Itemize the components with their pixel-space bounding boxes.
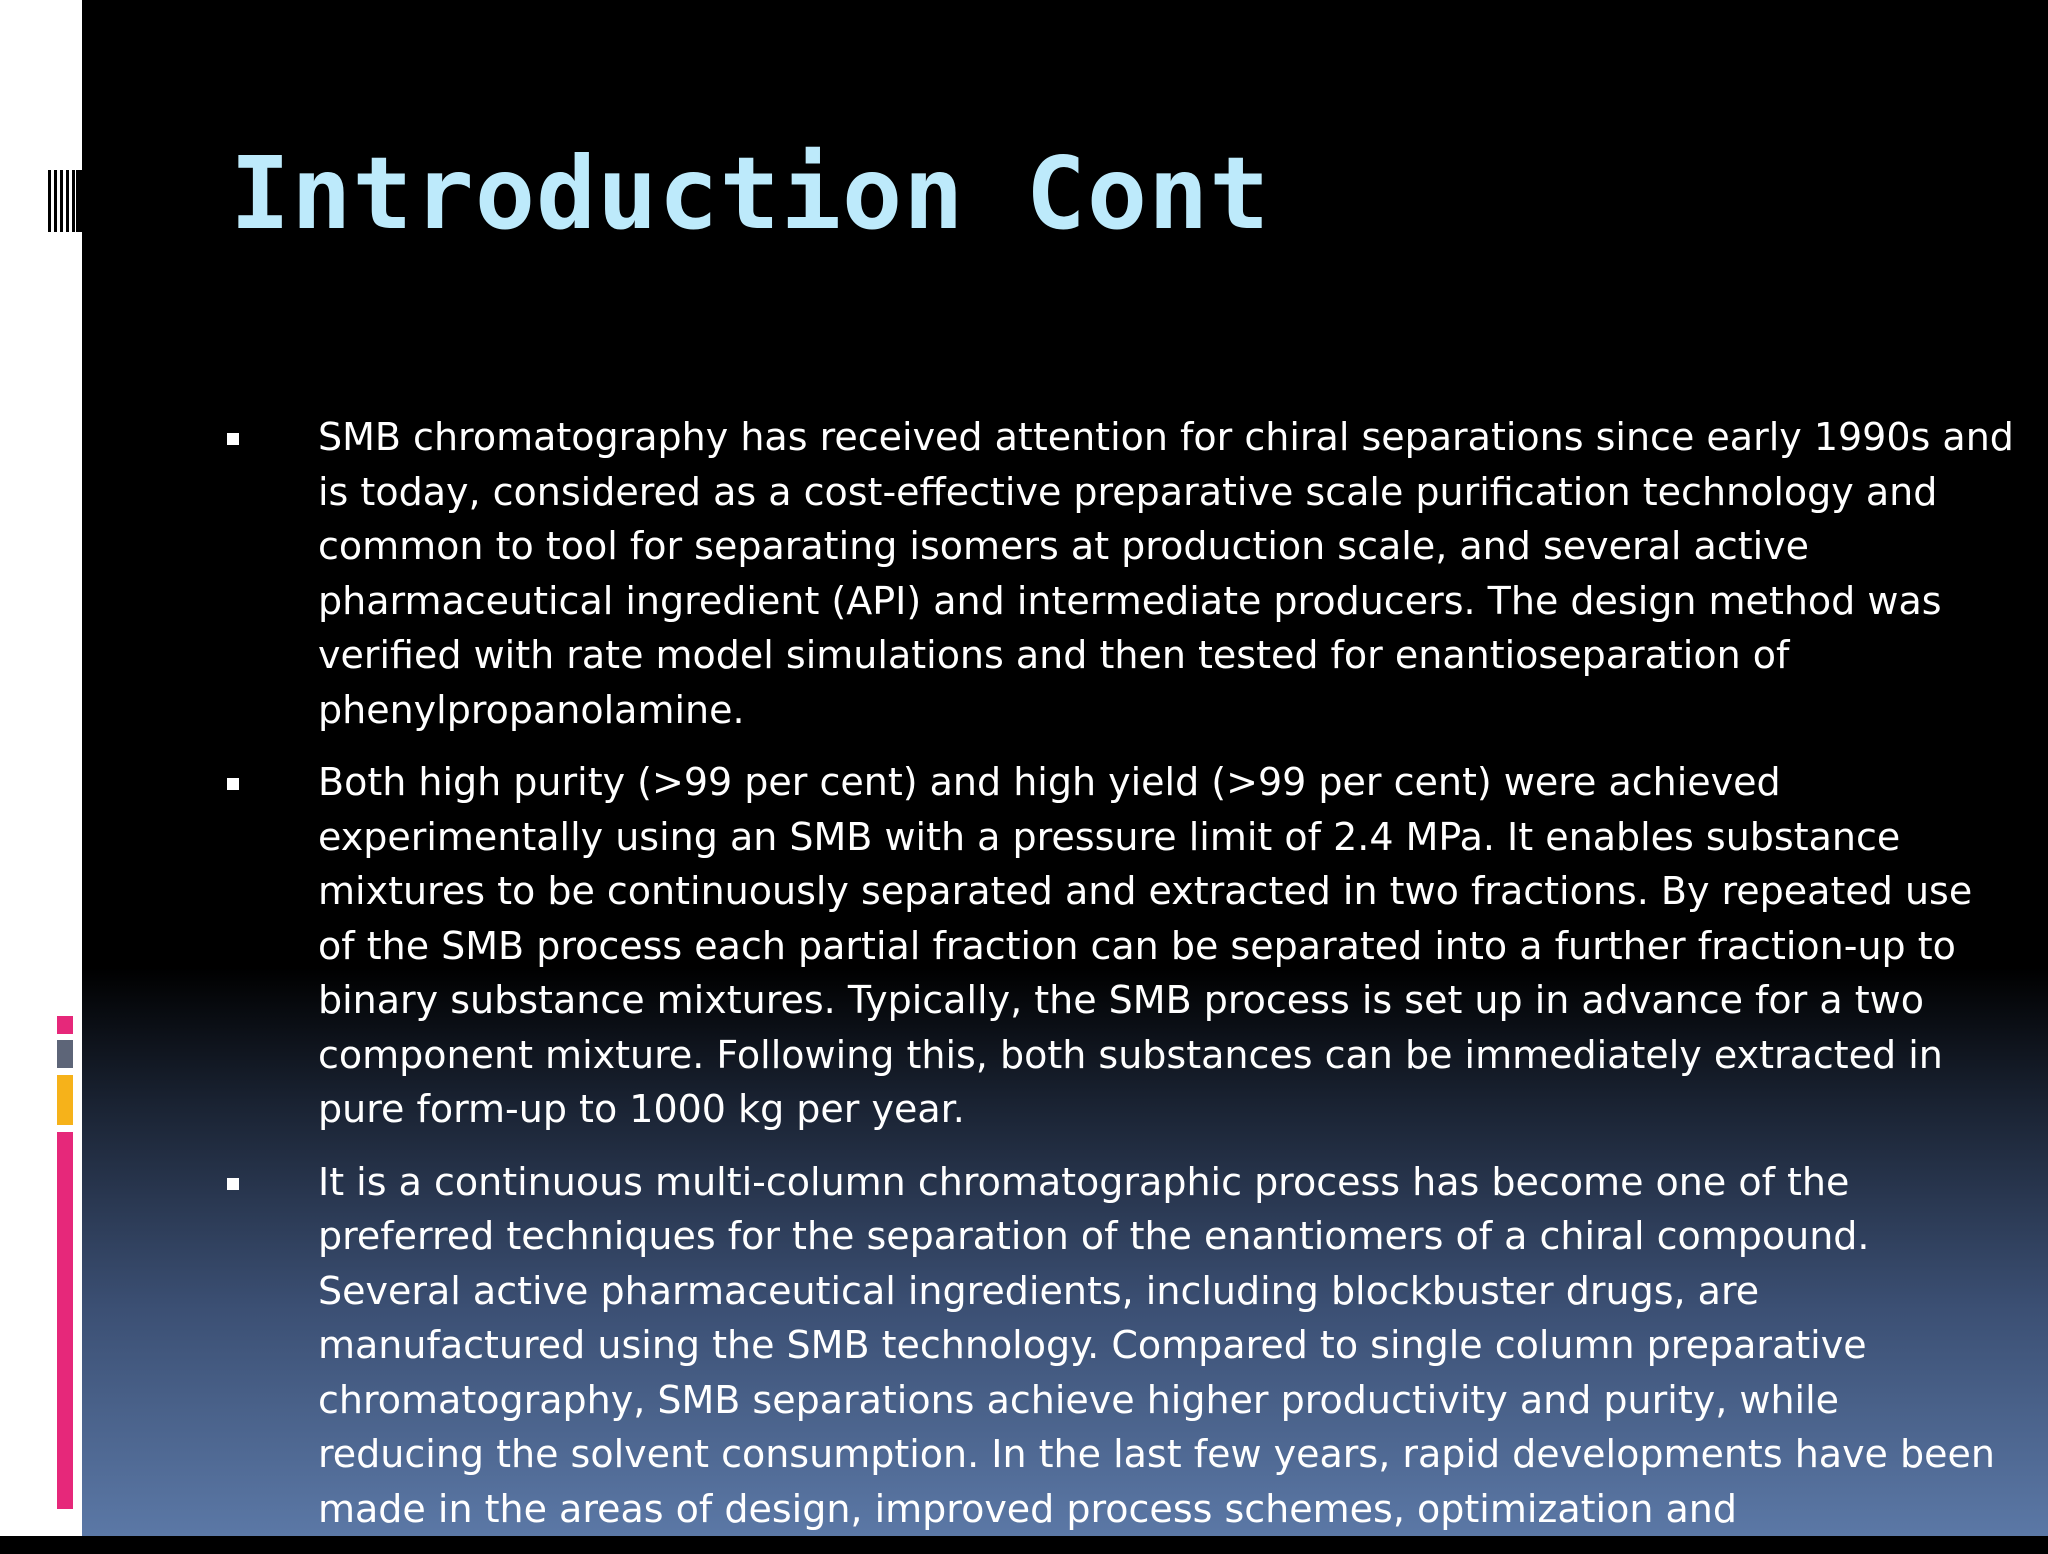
bullet-item: [227, 410, 2017, 737]
slide-content: [82, 0, 2048, 1536]
decorative-sidebar: [0, 0, 82, 1536]
bullet-text: It is a continuous multi-column chromatographic process has become one of the preferred techniques for the separation of the enantiomers of a chiral compound. Several active pharmaceutical ingredients, including blockbuster drugs, are manufactured using the SMB technology. Compared to single column preparative chromatography, SMB separations achieve higher productivity and purity, while reducing the solvent consumption. In the last few years, rapid developments have been made in the areas of design, improved process schemes, optimization and: [318, 1159, 1995, 1531]
bullet-item: [227, 755, 2017, 1137]
bullet-text: Both high purity (>99 per cent) and high yield (>99 per cent) were achieved experimentally using an SMB with a pressure limit of 2.4 MPa. It enables substance mixtures to be continuously separated and extracted in two fractions. By repeated use of the SMB process each partial fraction can be separated into a further fraction-up to binary substance mixtures. Typically, the SMB process is set up in advance for a two component mixture. Following this, both substances can be immediately extracted in pure form-up to 1000 kg per year.: [318, 760, 1973, 1131]
accent-bar-amber: [57, 1075, 73, 1125]
accent-bar-pink-small: [57, 1016, 73, 1034]
slide-title: Introduction Cont: [230, 135, 1271, 252]
bullet-list: [227, 410, 2017, 1554]
square-bullet-icon: [227, 1178, 239, 1190]
bullet-text: SMB chromatography has received attention for chiral separations since early 1990s and is today, considered as a cost-effective preparative scale purification technology and common to tool for separating isomers at production scale, and several active pharmaceutical ingredient (API) and intermediate producers. The design method was verified with rate model simulations and then tested for enantioseparation of phenylpropanolamine.: [318, 415, 2014, 732]
square-bullet-icon: [227, 433, 239, 445]
accent-bar-pink: [57, 1132, 73, 1509]
bullet-item: [227, 1155, 2017, 1537]
square-bullet-icon: [227, 778, 239, 790]
accent-bar-slate: [57, 1040, 73, 1068]
